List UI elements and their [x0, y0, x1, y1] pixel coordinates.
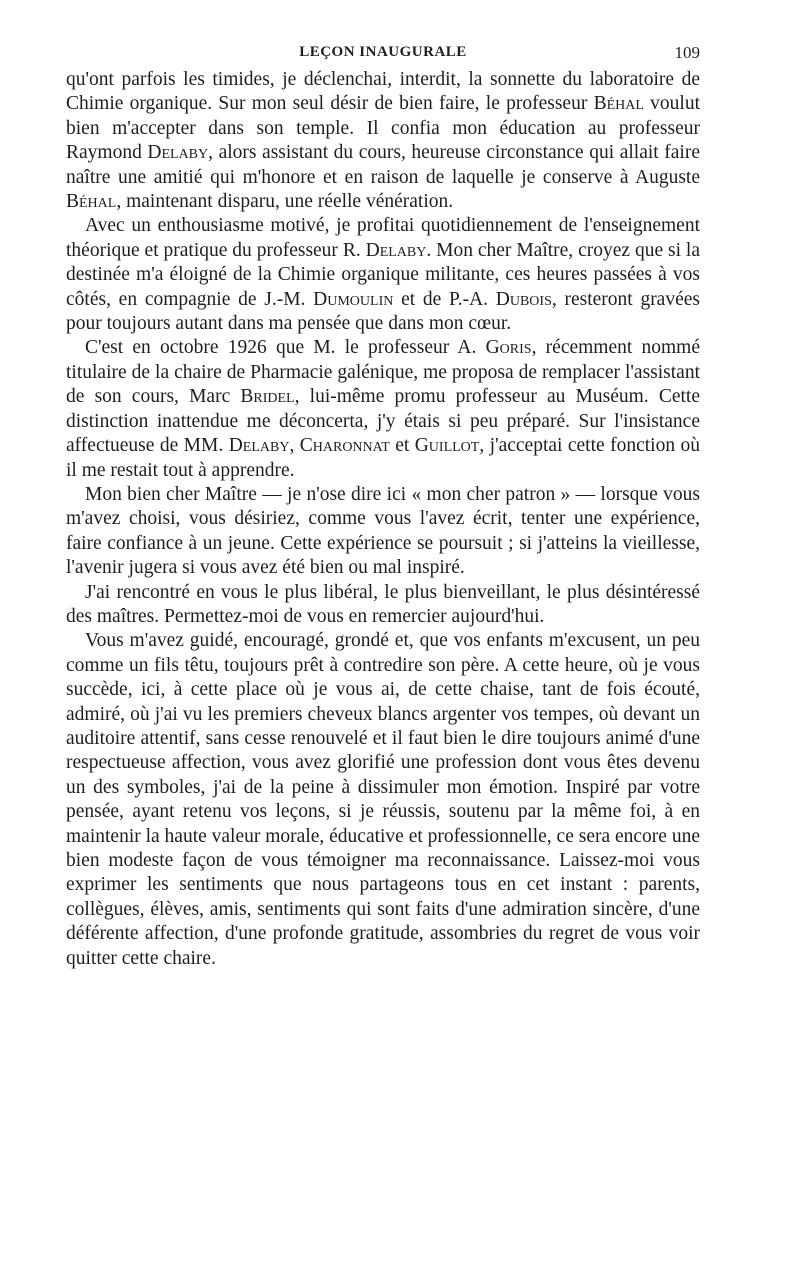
person-name: Guillot: [414, 435, 480, 457]
paragraph-2: [66, 214, 700, 336]
text-segment: Avec un enthousiasme motivé, je profitai quotidiennement de l'enseignement théorique et pratique du professeur R.: [66, 215, 700, 261]
text-segment: Vous m'avez guidé, encouragé, grondé et, que vos enfants m'excusent, un peu comme un fils têtu, toujours prêt à contredire son père. A cette heure, où je vous succède, ici, à cette place où je vous ai, de cette chaise, tant de fois écouté, admiré, où j'ai vu les premiers cheveux blancs argenter vos tempes, où devant un auditoire attentif, sans cesse renouvelé et il faut bien le dire toujours animé d'une respectueuse affection, vous avez glorifié une profession dont vous êtes devenu un des symboles, j'ai de la peine à dissimuler mon émotion. Inspiré par votre pensée, ayant retenu vos leçons, si je réussis, soutenu par la même foi, à en maintenir la haute valeur morale, éducative et professionnelle, ce sera encore une bien modeste façon de vous témoigner ma reconnaissance. Laissez-moi vous exprimer les sentiments que nous partageons tous en cet instant : parents, collègues, élèves, amis, sentiments qui sont faits d'une admiration sincère, d'une déférente affection, d'une profonde gratitude, assombries du regret de vous voir quitter cette chaire.: [66, 630, 700, 969]
text-segment: , resteront gravées pour toujours autant dans ma pensée que dans mon cœur.: [66, 288, 700, 335]
person-name: Bridel: [240, 386, 295, 408]
paragraph-4: [66, 483, 700, 581]
text-segment: Mon bien cher Maître — je n'ose dire ici « mon cher patron » — lorsque vous m'avez choisi, vous désiriez, comme vous l'avez écrit, tenter une expérience, faire confiance à un jeune. Cette expérience se poursuit ; si j'atteins la vieillesse, l'avenir jugera si vous avez été bien ou mal inspiré.: [66, 483, 700, 579]
paragraph-6: [66, 629, 700, 971]
person-name: Delaby: [228, 435, 290, 457]
text-segment: , lui-même promu professeur au Muséum. Cette distinction inattendue me déconcerta, j'y étais si peu préparé. Sur l'insistance affectueuse de MM.: [66, 386, 700, 457]
document-page: [66, 0, 700, 971]
text-segment: , j'acceptai cette fonction où il me restait tout à apprendre.: [66, 435, 701, 481]
body-text: [66, 68, 700, 971]
text-segment: et: [389, 435, 415, 457]
person-name: Delaby: [365, 239, 427, 261]
person-name: Goris: [485, 337, 532, 359]
person-name: Dumoulin: [313, 288, 394, 310]
running-head: [66, 0, 700, 68]
person-name: Béhal: [593, 93, 644, 115]
text-segment: qu'ont parfois les timides, je déclenchai, interdit, la sonnette du laboratoire de Chimie organique. Sur mon seul désir de bien faire, le professeur: [66, 69, 700, 115]
person-name: Delaby: [147, 142, 209, 164]
text-segment: C'est en octobre 1926 que M. le professeur A.: [85, 337, 486, 359]
text-segment: J'ai rencontré en vous le plus libéral, le plus bienveillant, le plus désintéressé des maîtres. Permettez-moi de vous en remercier aujourd'hui.: [66, 581, 700, 627]
text-segment: voulut bien m'accepter dans son temple. Il confia mon éducation au professeur Raymond: [66, 93, 700, 164]
person-name: Charonnat: [299, 435, 390, 457]
person-name: Béhal: [66, 191, 117, 213]
paragraph-5: [66, 581, 700, 630]
text-segment: , alors assistant du cours, heureuse circonstance qui allait faire naître une amitié qui m'honore et en raison de laquelle je conserve à Auguste: [66, 142, 700, 188]
text-segment: , récemment nommé titulaire de la chaire de Pharmacie galénique, me proposa de remplacer l'assistant de son cours, Marc: [66, 337, 701, 408]
paragraph-3: [66, 336, 700, 482]
page-number: 109: [674, 43, 700, 62]
paragraph-1: [66, 68, 700, 214]
person-name: Dubois: [495, 288, 552, 310]
text-segment: ,: [289, 435, 300, 457]
text-segment: . Mon cher Maître, croyez que si la destinée m'a éloigné de la Chimie organique militante, ces heures passées à vos côtés, en compagnie de J.-M.: [66, 239, 700, 310]
text-segment: et de P.-A.: [393, 288, 496, 310]
running-title: LEÇON INAUGURALE: [299, 44, 467, 60]
text-segment: , maintenant disparu, une réelle vénération.: [116, 191, 454, 213]
